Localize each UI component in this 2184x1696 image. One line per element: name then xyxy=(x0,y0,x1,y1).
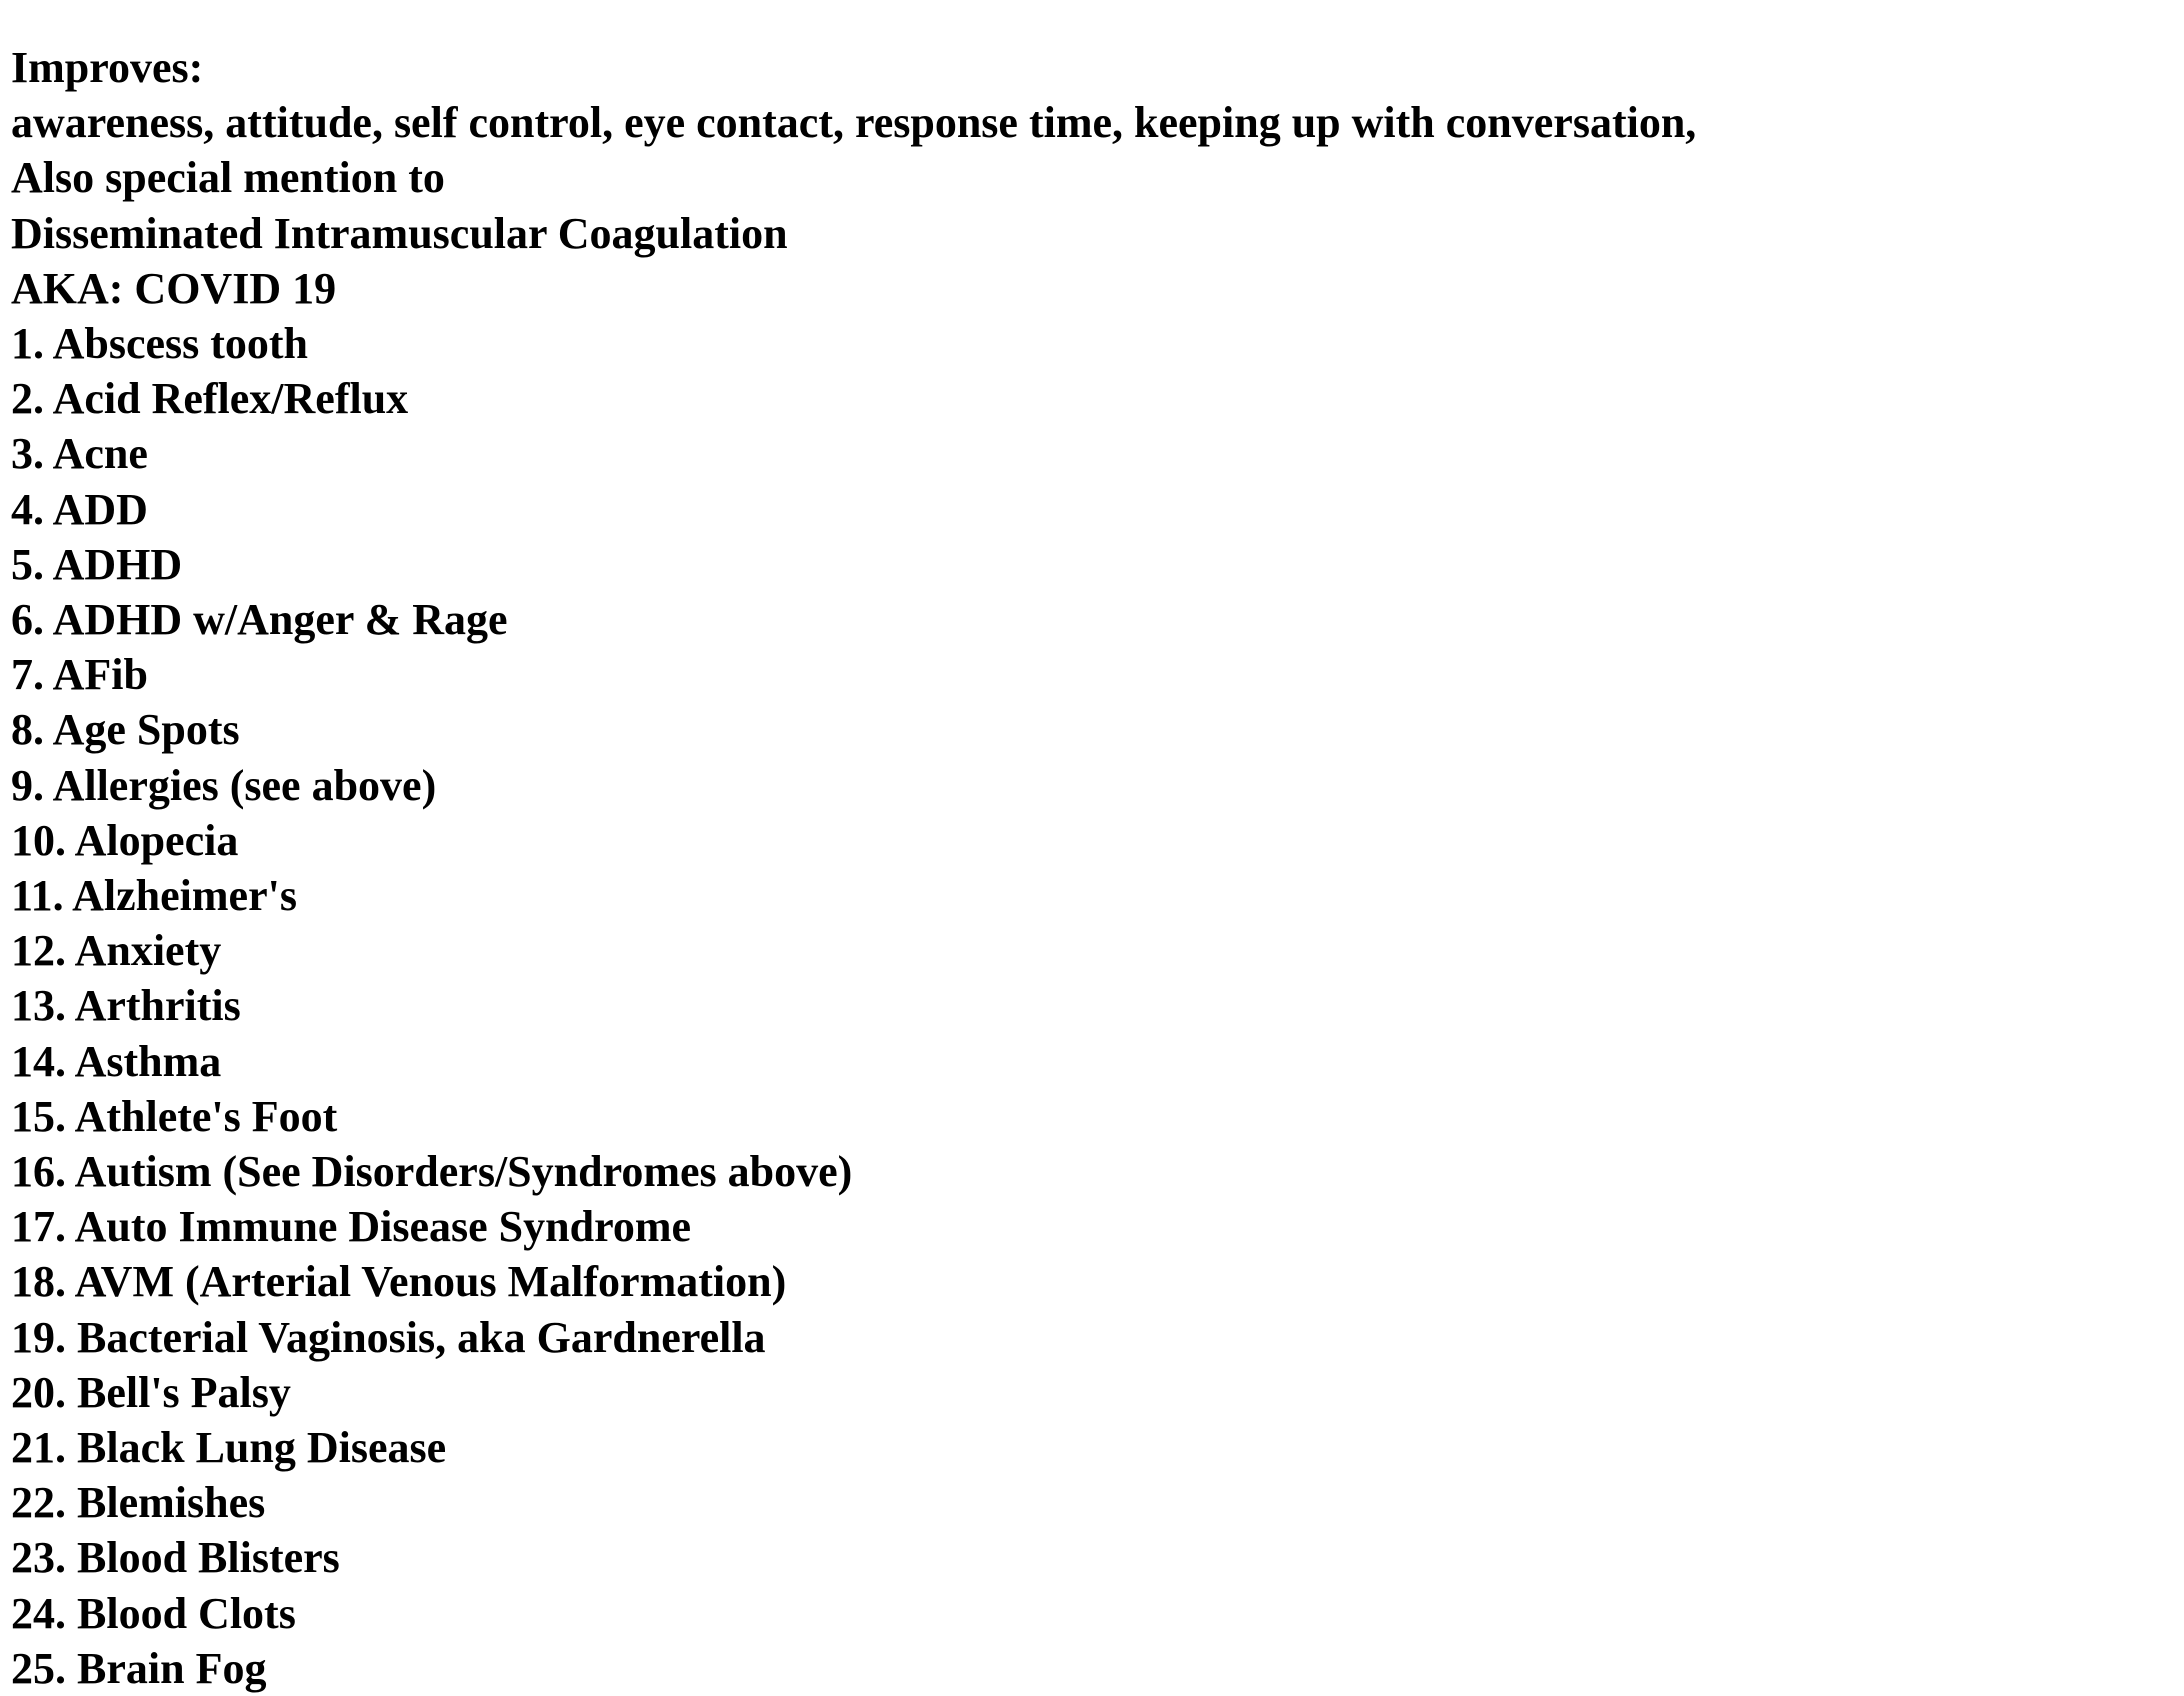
list-item: 13. Arthritis xyxy=(11,981,241,1031)
list-item: 18. AVM (Arterial Venous Malformation) xyxy=(11,1257,787,1307)
conditions-list xyxy=(11,316,2171,1696)
list-item: 8. Age Spots xyxy=(11,705,240,755)
list-item: 23. Blood Blisters xyxy=(11,1533,340,1583)
list-item: 20. Bell's Palsy xyxy=(11,1367,291,1417)
list-item: 21. Black Lung Disease xyxy=(11,1423,447,1473)
list-item: 19. Bacterial Vaginosis, aka Gardnerella xyxy=(11,1312,766,1362)
list-item: 12. Anxiety xyxy=(11,926,222,976)
list-item: 9. Allergies (see above) xyxy=(11,760,437,810)
improves-list-text: awareness, attitude, self control, eye contact, response time, keeping up with conversation, xyxy=(11,98,1697,148)
list-item: 7. AFib xyxy=(11,650,148,700)
list-item: 3. Acne xyxy=(11,429,148,479)
list-item: 24. Blood Clots xyxy=(11,1588,296,1638)
document-body xyxy=(11,40,2171,1696)
list-item: 17. Auto Immune Disease Syndrome xyxy=(11,1202,692,1252)
list-item: 10. Alopecia xyxy=(11,815,239,865)
list-item: 1. Abscess tooth xyxy=(11,319,309,369)
list-item: 15. Athlete's Foot xyxy=(11,1091,338,1141)
condition-name: Disseminated Intramuscular Coagulation xyxy=(11,208,788,258)
list-item: 6. ADHD w/Anger & Rage xyxy=(11,595,508,645)
special-mention-text: Also special mention to xyxy=(11,153,445,203)
list-item: 2. Acid Reflex/Reflux xyxy=(11,374,409,424)
heading-improves: Improves: xyxy=(11,43,204,92)
aka-text: AKA: COVID 19 xyxy=(11,263,337,313)
list-item: 14. Asthma xyxy=(11,1036,222,1086)
list-item: 11. Alzheimer's xyxy=(11,871,297,921)
list-item: 5. ADHD xyxy=(11,539,183,589)
list-item: 4. ADD xyxy=(11,484,148,534)
list-item: 22. Blemishes xyxy=(11,1478,266,1528)
list-item: 25. Brain Fog xyxy=(11,1643,267,1693)
list-item: 16. Autism (See Disorders/Syndromes above) xyxy=(11,1147,853,1197)
